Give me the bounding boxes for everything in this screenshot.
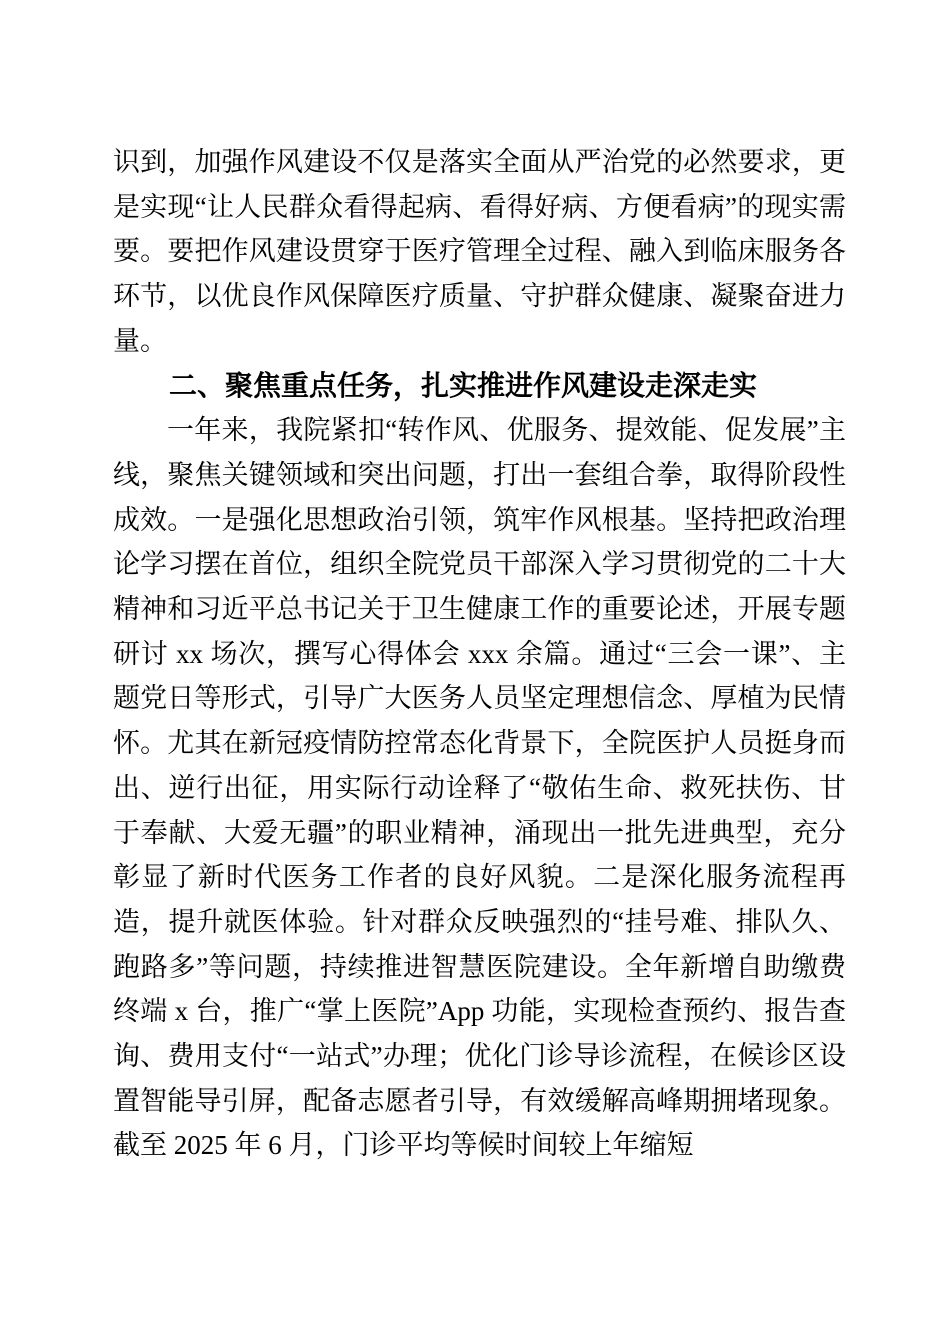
section-heading: 二、聚焦重点任务，扎实推进作风建设走深走实 [169,369,758,401]
paragraph-body: 一年来，我院紧扣“转作风、优服务、提效能、促发展”主线，聚焦关键领域和突出问题，打出一套组合拳，取得阶段性成效。一是强化思想政治引领，筑牢作风根基。坚持把政治理论学习摆在首位，组织全院党员干部深入学习贯彻党的二十大精神和习近平总书记关于卫生健康工作的重要论述，开展专题研讨 xx 场次，撰写心得体会 xxx 余篇。通过“三会一课”、主题党日等形式，引导广大医务人员坚定理想信念、厚植为民情怀。尤其在新冠疫情防控常态化背景下，全院医护人员挺身而出、逆行出征，用实际行动诠释了“敬佑生命、救死扶伤、甘于奉献、大爱无疆”的职业精神，涌现出一批先进典型，充分彰显了新时代医务工作者的良好风貌。二是深化服务流程再造，提升就医体验。针对群众反映强烈的“挂号难、排队久、跑路多”等问题，持续推进智慧医院建设。全年新增自助缴费终端 x 台，推广“掌上医院”App 功能，实现检查预约、报告查询、费用支付“一站式”办理；优化门诊导诊流程，在候诊区设置智能导引屏，配备志愿者引导，有效缓解高峰期拥堵现象。截至 2025 年 6 月，门诊平均等候时间较上年缩短 [113,415,846,1161]
paragraph-continuation: 识到，加强作风建设不仅是落实全面从严治党的必然要求，更是实现“让人民群众看得起病、看得好病、方便看病”的现实需要。要把作风建设贯穿于医疗管理全过程、融入到临床服务各环节，以优良作风保障医疗质量、守护群众健康、凝聚奋进力量。 [113,147,846,356]
